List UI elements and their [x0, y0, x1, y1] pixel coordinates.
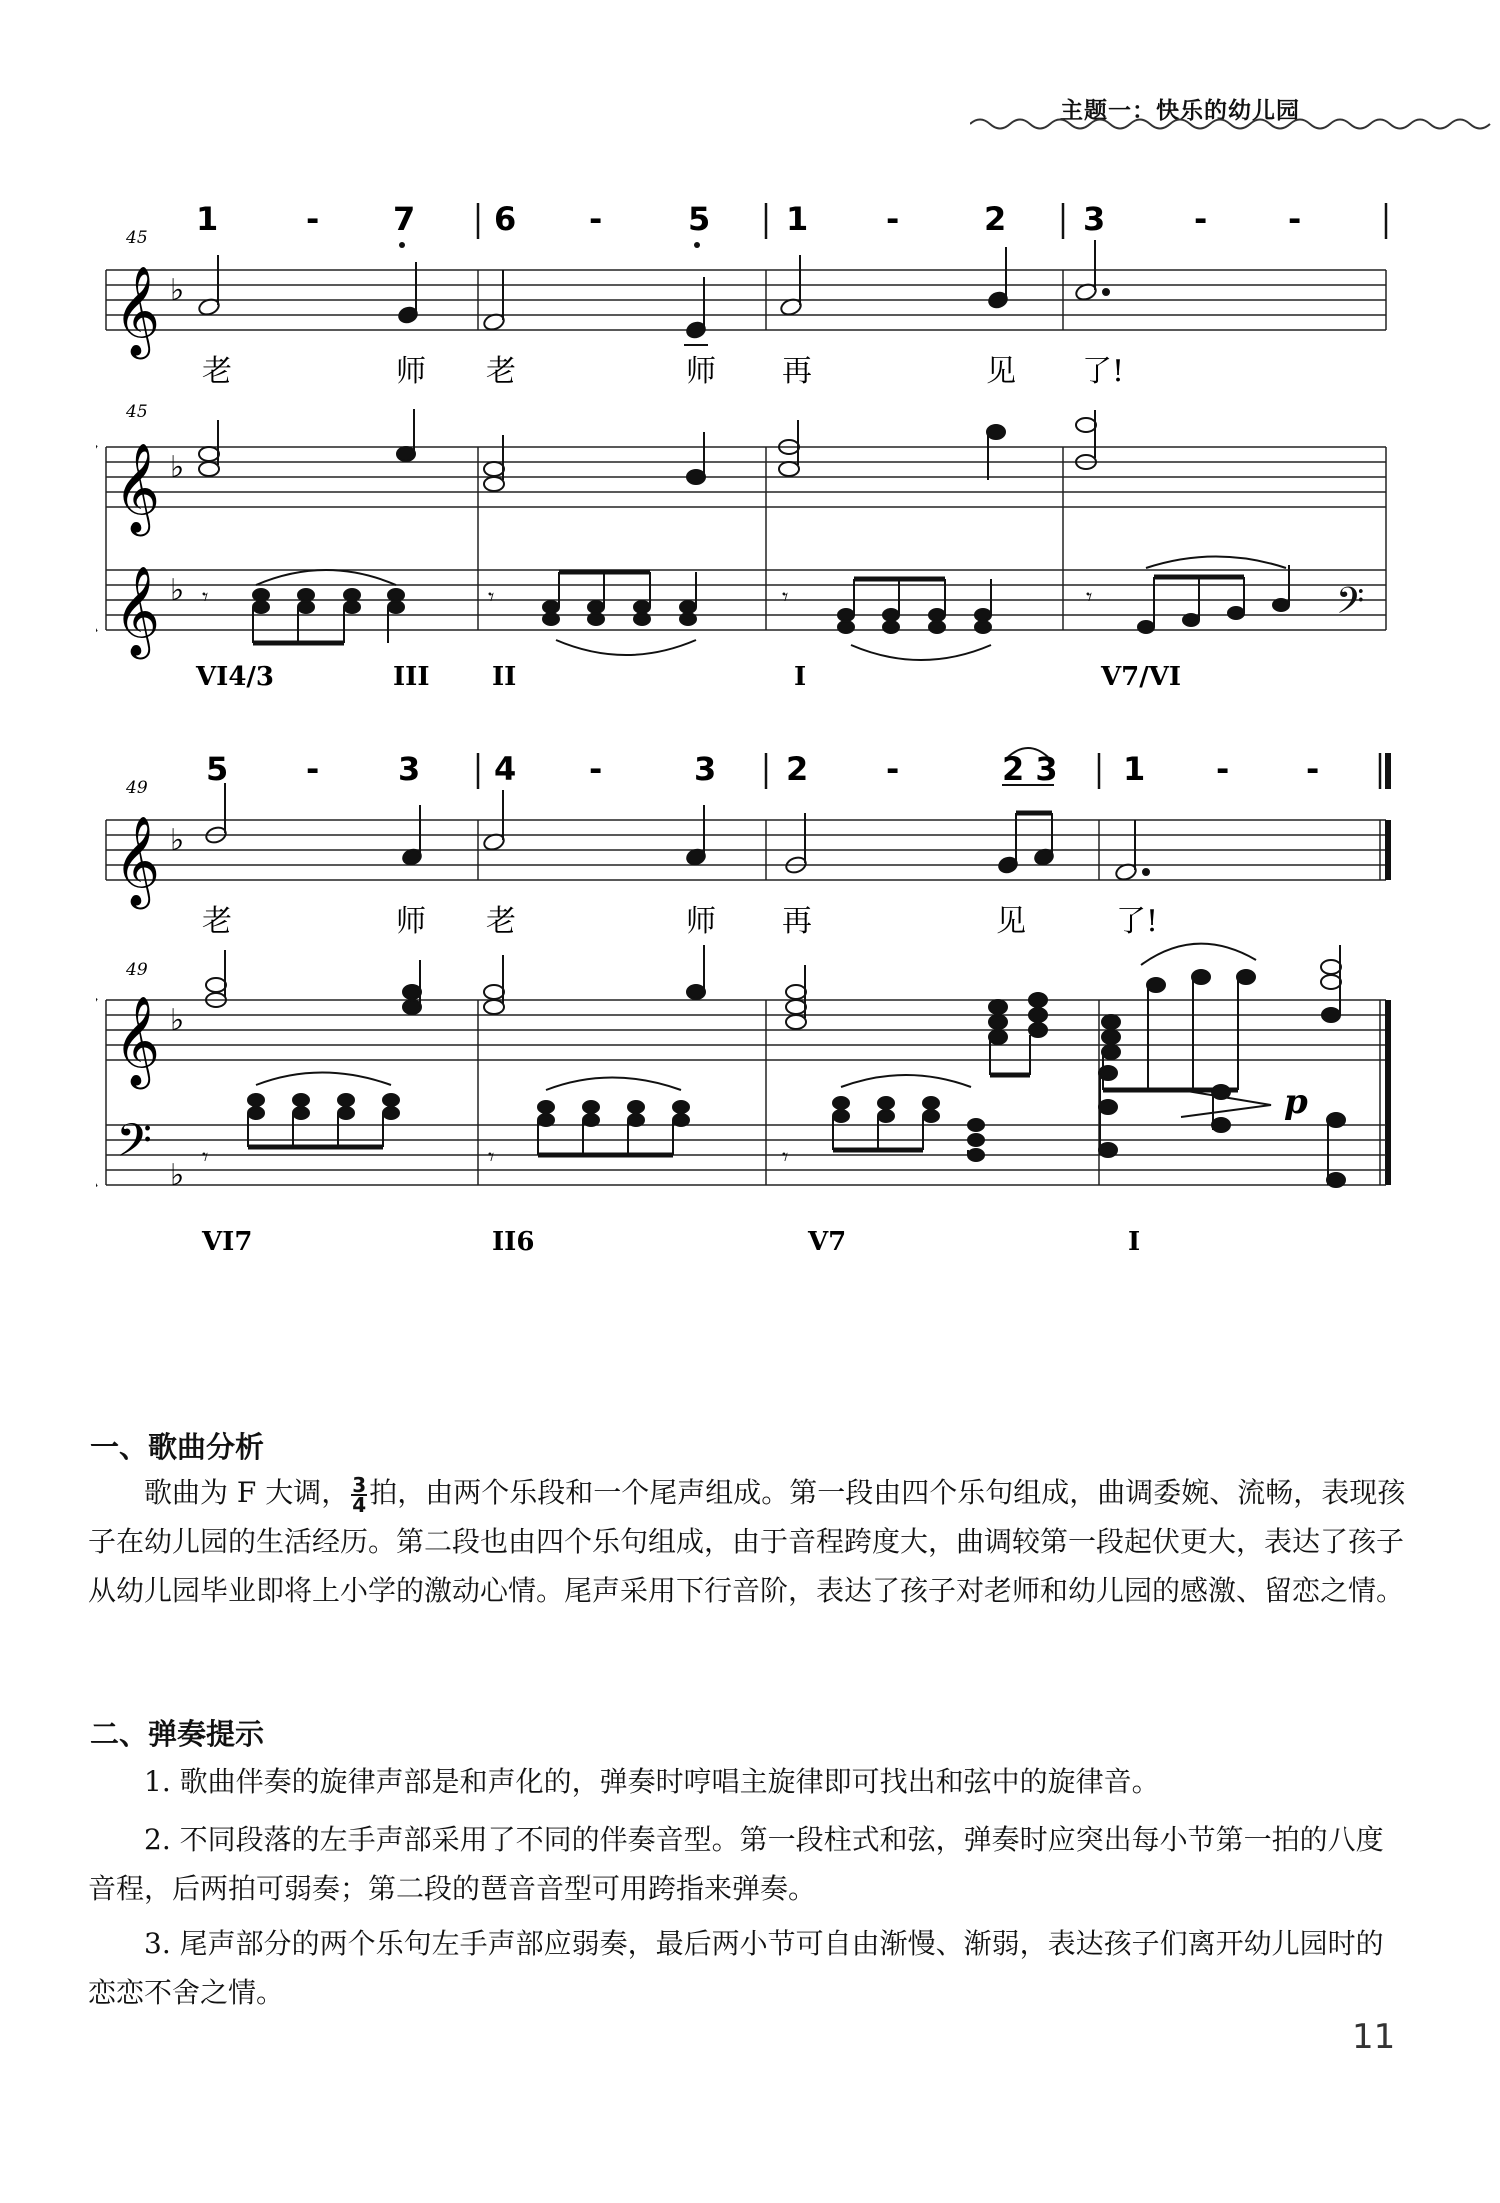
- bass-clef-icon: 𝄢: [116, 1114, 153, 1179]
- header-wave-ornament: [970, 112, 1500, 136]
- chord-label: I: [1128, 1227, 1141, 1257]
- lyric-syllable: 老: [202, 354, 232, 389]
- treble-clef-icon: 𝄞: [114, 816, 161, 906]
- jianpu-note: 2: [786, 750, 809, 788]
- jianpu-note: 5: [688, 200, 711, 238]
- jianpu-note: -: [589, 750, 603, 788]
- chord-label: V7/VI: [1101, 662, 1182, 692]
- chord-label: II: [492, 662, 517, 692]
- tip-paragraph: 1. 歌曲伴奏的旋律声部是和声化的，弹奏时哼唱主旋律即可找出和弦中的旋律音。: [144, 1765, 1160, 1798]
- chord-label: III: [393, 662, 430, 692]
- jianpu-note: 4: [494, 750, 517, 788]
- paragraph-text: 歌曲为 F 大调，: [144, 1476, 350, 1509]
- running-header-title: 主题一：快乐的幼儿园: [1060, 98, 1300, 124]
- lyric-syllable: 见: [996, 904, 1026, 939]
- chord-label: VI7: [202, 1227, 253, 1257]
- chord-labels: [201, 1227, 1140, 1257]
- lyric-syllable: 了!: [1116, 904, 1159, 939]
- score-system-1-svg: [96, 195, 1416, 715]
- section-title-analysis: 一、歌曲分析: [90, 1430, 265, 1464]
- piano-lh-staff: [106, 1125, 1386, 1185]
- key-flat-icon: ♭: [170, 1003, 185, 1038]
- lyric-syllable: 老: [486, 904, 516, 939]
- score-system-1: [96, 195, 1416, 715]
- vocal-staff: [106, 820, 1386, 880]
- lyric-syllable: 见: [986, 354, 1016, 389]
- jianpu-note: -: [1306, 750, 1320, 788]
- key-flat-icon: ♭: [170, 573, 185, 608]
- lyric-syllable: 再: [782, 354, 812, 389]
- lyric-syllable: 了!: [1082, 354, 1125, 389]
- treble-clef-icon: 𝄞: [114, 996, 161, 1086]
- measure-number: 49: [126, 778, 148, 798]
- measure-number: 45: [126, 228, 148, 248]
- measure-number: 49: [126, 960, 148, 980]
- jianpu-note: 2: [984, 200, 1007, 238]
- jianpu-note: -: [1194, 200, 1208, 238]
- page-number: 11: [1352, 2017, 1396, 2057]
- piano-lh-notes: [202, 1066, 1345, 1187]
- piano-rh-notes: [199, 409, 1096, 491]
- lyric-syllable: 老: [202, 904, 232, 939]
- jianpu-note: -: [886, 200, 900, 238]
- measure-number: 45: [126, 402, 148, 422]
- section-title-tips: 二、弹奏提示: [90, 1717, 265, 1751]
- svg-text:𝄾: 𝄾: [202, 583, 209, 611]
- svg-text:𝄾: 𝄾: [488, 1143, 495, 1171]
- tip-paragraph: 2. 不同段落的左手声部采用了不同的伴奏音型。第一段柱式和弦，弹奏时应突出每小节第一拍的八度音程，后两拍可弱奏；第二段的琶音音型可用跨指来弹奏。: [88, 1823, 1384, 1905]
- svg-text:𝄾: 𝄾: [1086, 583, 1093, 611]
- jianpu-note: 1: [196, 200, 219, 238]
- jianpu-note: 5: [206, 750, 229, 788]
- piano-rh-staff: [106, 447, 1386, 507]
- key-flat-icon: ♭: [170, 273, 185, 308]
- jianpu-note: -: [589, 200, 603, 238]
- vocal-notes: [204, 783, 1149, 882]
- piano-rh-notes: [206, 944, 1341, 1090]
- jianpu-note: 3: [398, 750, 421, 788]
- lyrics-row: [202, 354, 1124, 389]
- jianpu-note: -: [306, 750, 320, 788]
- jianpu-note: 6: [494, 200, 517, 238]
- jianpu-note: 1: [1123, 750, 1146, 788]
- jianpu-note: -: [1216, 750, 1230, 788]
- tip-paragraph: 3. 尾声部分的两个乐句左手声部应弱奏，最后两小节可自由渐慢、渐弱，表达孩子们离开幼儿园时的恋恋不舍之情。: [88, 1927, 1384, 2009]
- chord-label: V7: [808, 1227, 847, 1257]
- jianpu-note: 3: [694, 750, 717, 788]
- dynamic-marking: p: [1284, 1082, 1308, 1122]
- jianpu-note: 7: [393, 200, 416, 238]
- vocal-staff: [106, 270, 1386, 330]
- paragraph-text: 拍，由两个乐段和一个尾声组成。第一段由四个乐句组成，曲调委婉、流畅，表现孩子在幼儿园的生活经历。第二段也由四个乐句组成，由于音程跨度大，曲调较第一段起伏更大，表达了孩子从幼儿园毕业即将上小学的激动心情。尾声采用下行音阶，表达了孩子对老师和幼儿园的感激、留恋之情。: [88, 1476, 1406, 1607]
- score-system-2-svg: [96, 745, 1416, 1275]
- lyric-syllable: 师: [686, 354, 716, 389]
- analysis-paragraph: [88, 1468, 1408, 1615]
- lyric-syllable: 老: [486, 354, 516, 389]
- jianpu-note: 2 3: [1002, 750, 1058, 788]
- key-flat-icon: ♭: [170, 823, 185, 858]
- lyric-syllable: 师: [686, 904, 716, 939]
- svg-text:𝄾: 𝄾: [488, 583, 495, 611]
- time-signature: $\frac{3}{4}$: [352, 1472, 367, 1517]
- lyrics-row: [202, 904, 1158, 939]
- treble-clef-icon: 𝄞: [114, 566, 161, 656]
- lyric-syllable: 师: [396, 904, 426, 939]
- jianpu-note: -: [1288, 200, 1302, 238]
- svg-text:𝄾: 𝄾: [782, 1143, 789, 1171]
- svg-text:𝄾: 𝄾: [782, 583, 789, 611]
- jianpu-row: [206, 748, 1388, 789]
- treble-clef-icon: 𝄞: [114, 443, 161, 533]
- score-system-2: [96, 745, 1416, 1275]
- key-flat-icon: ♭: [170, 1158, 185, 1193]
- key-flat-icon: ♭: [170, 450, 185, 485]
- lyric-syllable: 再: [782, 904, 812, 939]
- jianpu-note: 1: [786, 200, 809, 238]
- chord-label: I: [794, 662, 807, 692]
- chord-label: VI4/3: [196, 662, 275, 692]
- bass-clef-icon: 𝄢: [1336, 580, 1365, 631]
- jianpu-note: -: [306, 200, 320, 238]
- chord-label: II6: [492, 1227, 535, 1257]
- jianpu-row: [196, 200, 1386, 248]
- svg-text:𝄾: 𝄾: [202, 1143, 209, 1171]
- jianpu-note: -: [886, 750, 900, 788]
- treble-clef-icon: 𝄞: [114, 266, 161, 356]
- lyric-syllable: 师: [396, 354, 426, 389]
- chord-labels: [195, 662, 1181, 692]
- jianpu-note: 3: [1083, 200, 1106, 238]
- piano-lh-notes: [202, 557, 1364, 661]
